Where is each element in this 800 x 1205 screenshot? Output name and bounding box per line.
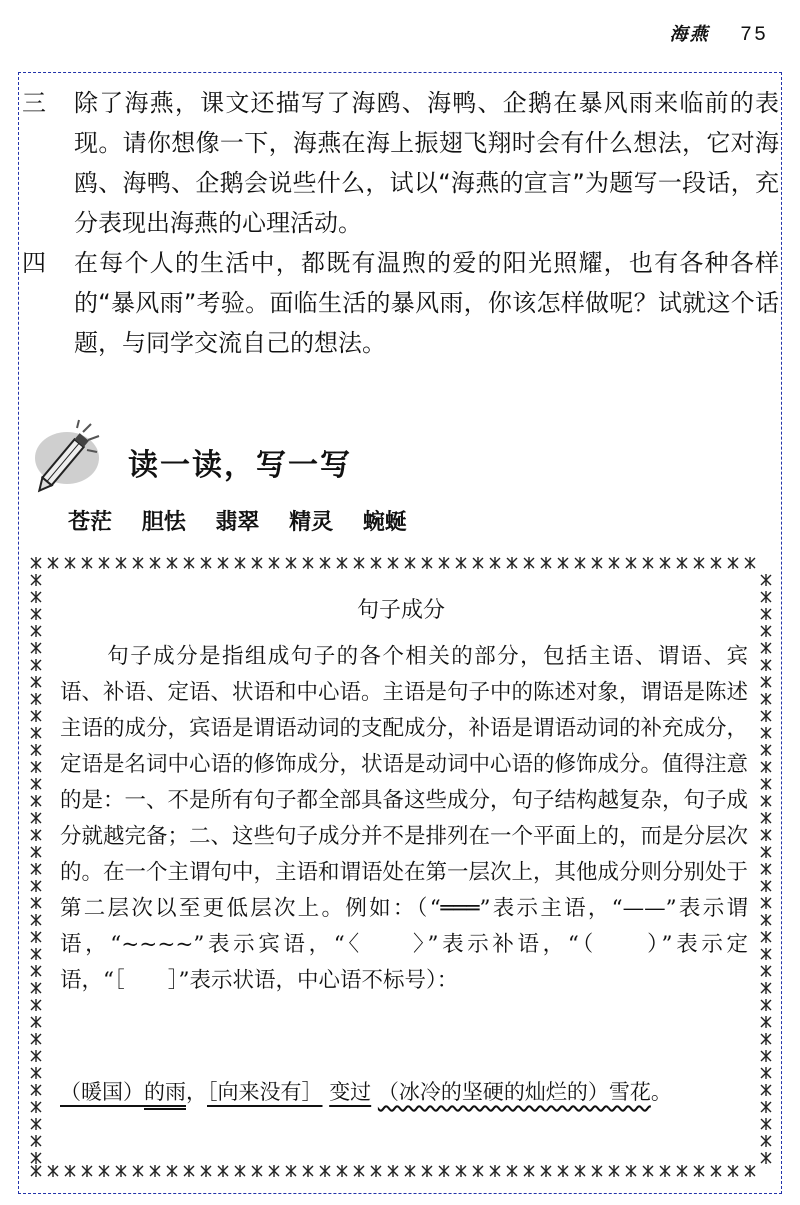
example-end: 。 [650,1080,672,1104]
pencil-icon [25,418,105,498]
section-title: 读一读，写一写 [128,448,352,483]
example-attributive-2: （冰冷的坚硬的灿烂的） [377,1080,609,1104]
vocab-list [68,505,429,536]
vocab-item: 翡翠 [215,510,260,535]
example-adverbial: ［向来没有］ [207,1080,323,1104]
example-comma: ， [186,1080,207,1104]
page-number: 75 [739,24,768,47]
box-body [60,639,748,999]
vocab-item: 胆怯 [141,510,186,535]
example-subject: 的雨 [144,1080,186,1104]
box-paragraph: 句子成分是指组成句子的各个相关的部分，包括主语、谓语、宾语、补语、定语、状语和中心语。主语是句子中的陈述对象，谓语是陈述主语的成分，宾语是谓语动词的支配成分，补语是谓语动词的补充成分，定语是名词中心语的修饰成分，状语是动词中心语的修饰成分。值得注意的是：一、不是所有句子都全部具备这些成分，句子结构越复杂，句子成分就越完备；二、这些句子成分并不是排列在一个平面上的，而是分层次的。在一个主谓句中，主语和谓语处在第一层次上，其他成分则分别处于第二层次以至更低层次上。例如：（“═══”表示主语，“——”表示谓语，“~~~~”表示宾语，“〈 〉”表示补语，“（ ）”表示定语，“［ ］”表示状语，中心语不标号）： [60,644,749,993]
example-verb: 变过 [329,1080,372,1104]
running-head-title: 海燕 [669,24,710,45]
exercise-4 [22,243,782,363]
example-object: 雪花 [608,1080,651,1104]
exercise-text: 除了海燕，课文还描写了海鸥、海鸭、企鹅在暴风雨来临前的表现。请你想像一下，海燕在海上振翅飞翔时会有什么想法，它对海鸥、海鸭、企鹅会说些什么，试以“海燕的宣言”为题写一段话，充分表现出海燕的心理活动。 [74,89,779,237]
running-head [670,20,768,47]
vocab-item: 精灵 [289,510,334,535]
exercise-number: 三 [22,89,46,117]
vocab-item: 苍茫 [68,510,113,535]
example-attributive: （暖国） [60,1080,144,1104]
section-header [25,418,525,498]
example-sentence [60,1074,750,1110]
exercise-3 [22,83,782,243]
box-title: 句子成分 [356,598,445,623]
vocab-item: 蜿蜒 [362,510,407,535]
exercise-number: 四 [22,249,46,277]
exercise-text: 在每个人的生活中，都既有温煦的爱的阳光照耀，也有各种各样的“暴风雨”考验。面临生活的暴风雨，你该怎样做呢？试就这个话题，与同学交流自己的想法。 [74,249,779,357]
